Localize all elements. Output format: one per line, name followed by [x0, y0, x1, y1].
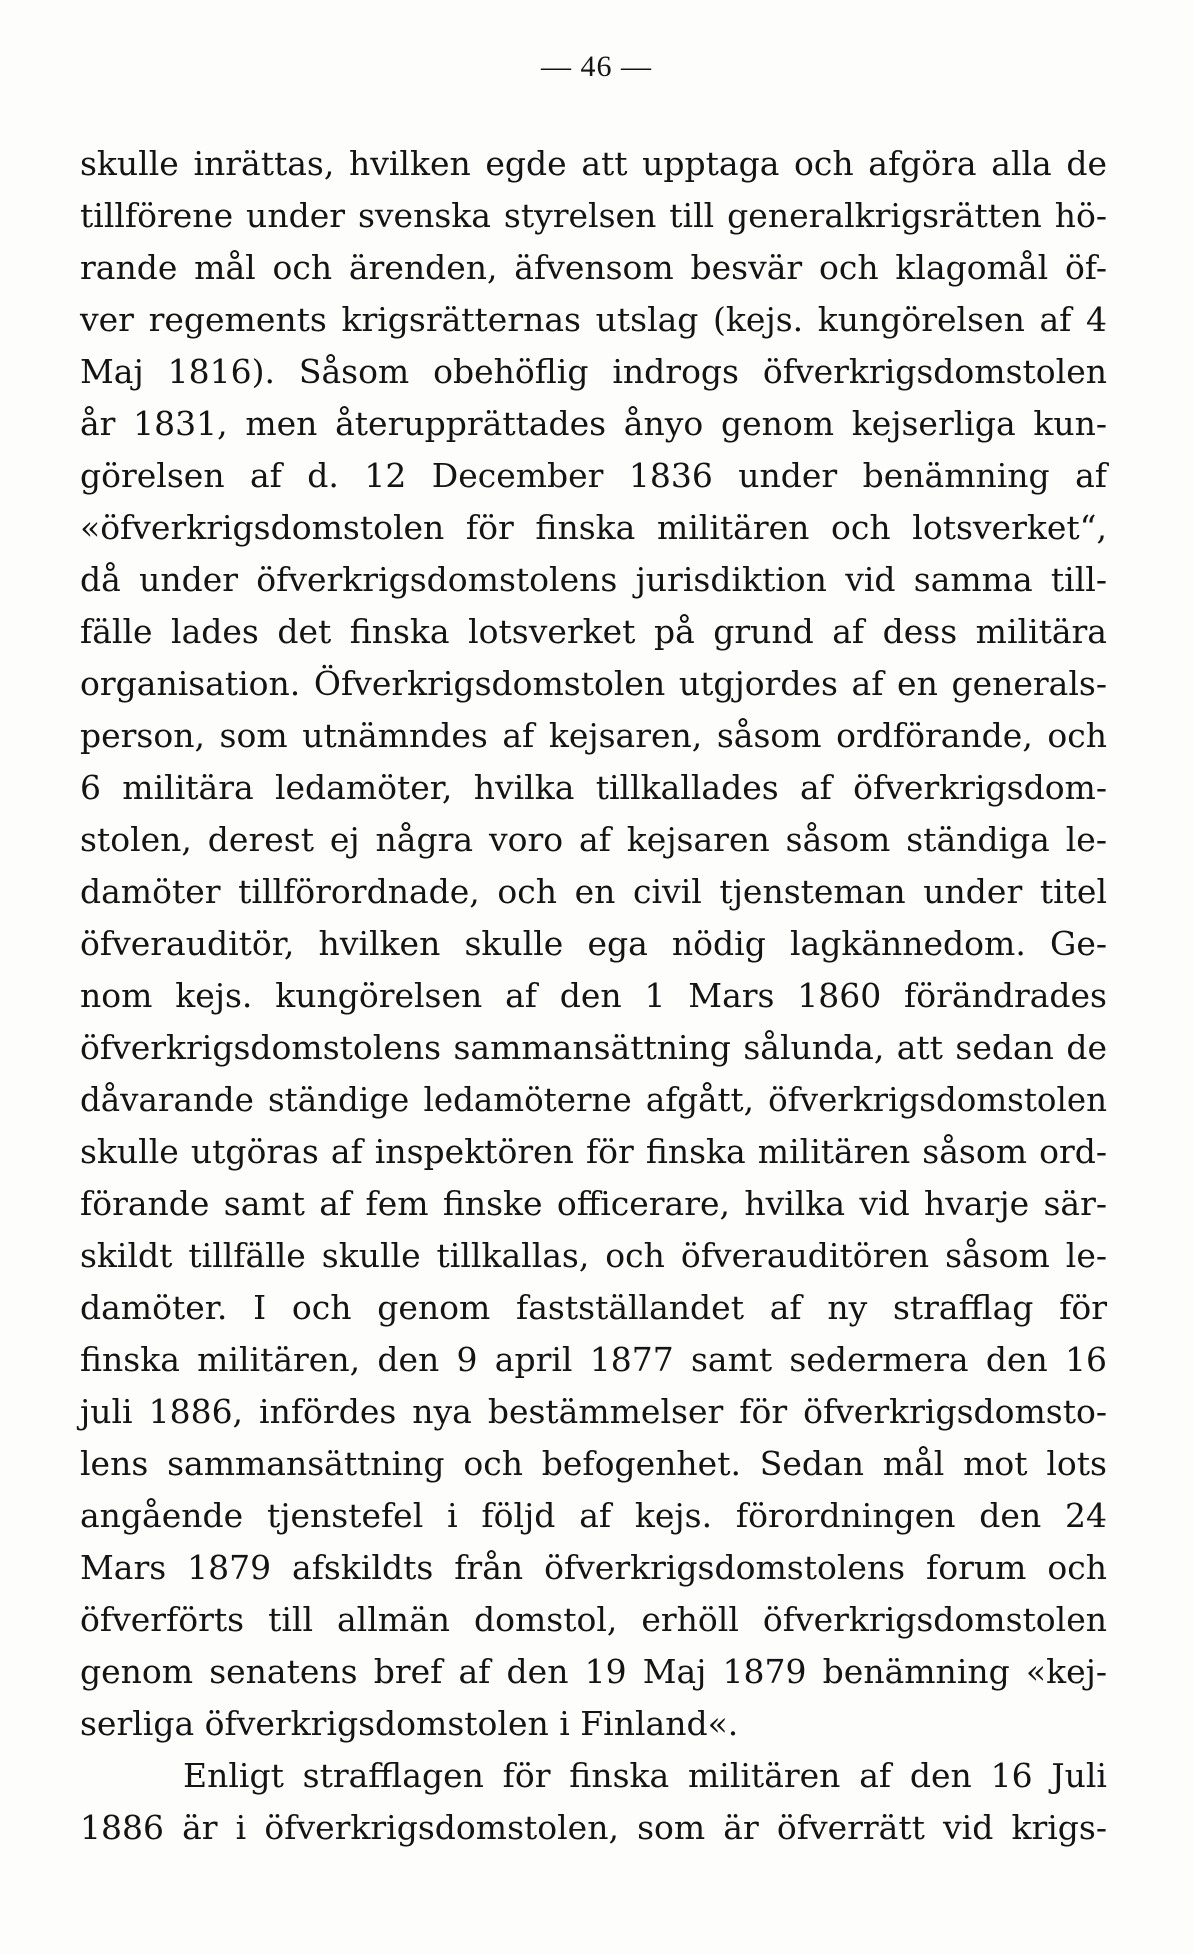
text-line: nom kejs. kungörelsen af den 1 Mars 1860 förändrades — [80, 976, 1107, 1015]
text-line: damöter. I och genom fastställandet af ny strafflag för — [80, 1288, 1107, 1327]
text-line: då under öfverkrigsdomstolens jurisdiktion vid samma till- — [80, 560, 1107, 599]
text-line: angående tjenstefel i följd af kejs. förordningen den 24 — [80, 1496, 1107, 1535]
paragraph-1 — [80, 138, 1107, 1750]
text-line: öfverauditör, hvilken skulle ega nödig lagkännedom. Ge- — [80, 924, 1107, 963]
text-line: görelsen af d. 12 December 1836 under benämning af — [80, 456, 1107, 495]
text-line: Maj 1816). Såsom obehöflig indrogs öfverkrigsdomstolen — [80, 352, 1107, 391]
text-line: tillförene under svenska styrelsen till generalkrigsrätten hö- — [80, 196, 1107, 235]
text-line: damöter tillförordnade, och en civil tjensteman under titel — [80, 872, 1107, 911]
text-line: förande samt af fem finske officerare, hvilka vid hvarje sär- — [80, 1184, 1107, 1223]
text-line: serliga öfverkrigsdomstolen i Finland«. — [80, 1704, 739, 1743]
text-line: öfverkrigsdomstolens sammansättning sålunda, att sedan de — [80, 1028, 1107, 1067]
text-line: «öfverkrigsdomstolen för finska militären och lotsverket“, — [80, 508, 1107, 547]
text-line: Enligt strafflagen för finska militären af den 16 Juli — [183, 1756, 1107, 1795]
text-line: skulle utgöras af inspektören för finska militären såsom ord- — [80, 1132, 1107, 1171]
text-line: stolen, derest ej några voro af kejsaren såsom ständiga le- — [80, 820, 1107, 859]
text-line: lens sammansättning och befogenhet. Sedan mål mot lots — [80, 1444, 1107, 1483]
text-line: juli 1886, infördes nya bestämmelser för öfverkrigsdomsto- — [80, 1392, 1107, 1431]
text-line: 1886 är i öfverkrigsdomstolen, som är öfverrätt vid krigs- — [80, 1808, 1107, 1847]
text-line: öfverförts till allmän domstol, erhöll öfverkrigsdomstolen — [80, 1600, 1107, 1639]
text-line: organisation. Öfverkrigsdomstolen utgjordes af en generals- — [80, 664, 1107, 703]
text-line: ver regements krigsrätternas utslag (kejs. kungörelsen af 4 — [80, 300, 1107, 339]
text-line: person, som utnämndes af kejsaren, såsom ordförande, och — [80, 716, 1107, 755]
text-line: skildt tillfälle skulle tillkallas, och öfverauditören såsom le- — [80, 1236, 1107, 1275]
text-line: dåvarande ständige ledamöterne afgått, öfverkrigsdomstolen — [80, 1081, 1107, 1119]
text-line: rande mål och ärenden, äfvensom besvär och klagomål öf- — [80, 248, 1107, 287]
text-line: fälle lades det finska lotsverket på grund af dess militära — [80, 612, 1107, 651]
text-line: genom senatens bref af den 19 Maj 1879 benämning «kej- — [80, 1652, 1107, 1691]
text-line: Mars 1879 afskildts från öfverkrigsdomstolens forum och — [80, 1548, 1107, 1587]
page-number: — 46 — — [541, 50, 652, 83]
text-line: finska militären, den 9 april 1877 samt sedermera den 16 — [80, 1340, 1107, 1379]
text-line: skulle inrättas, hvilken egde att upptaga och afgöra alla de — [80, 144, 1107, 183]
text-line: 6 militära ledamöter, hvilka tillkallades af öfverkrigsdom- — [80, 768, 1107, 807]
paragraph-2 — [80, 1750, 1107, 1854]
text-line: år 1831, men återupprättades ånyo genom kejserliga kun- — [80, 404, 1107, 443]
body-text — [80, 138, 1107, 1854]
